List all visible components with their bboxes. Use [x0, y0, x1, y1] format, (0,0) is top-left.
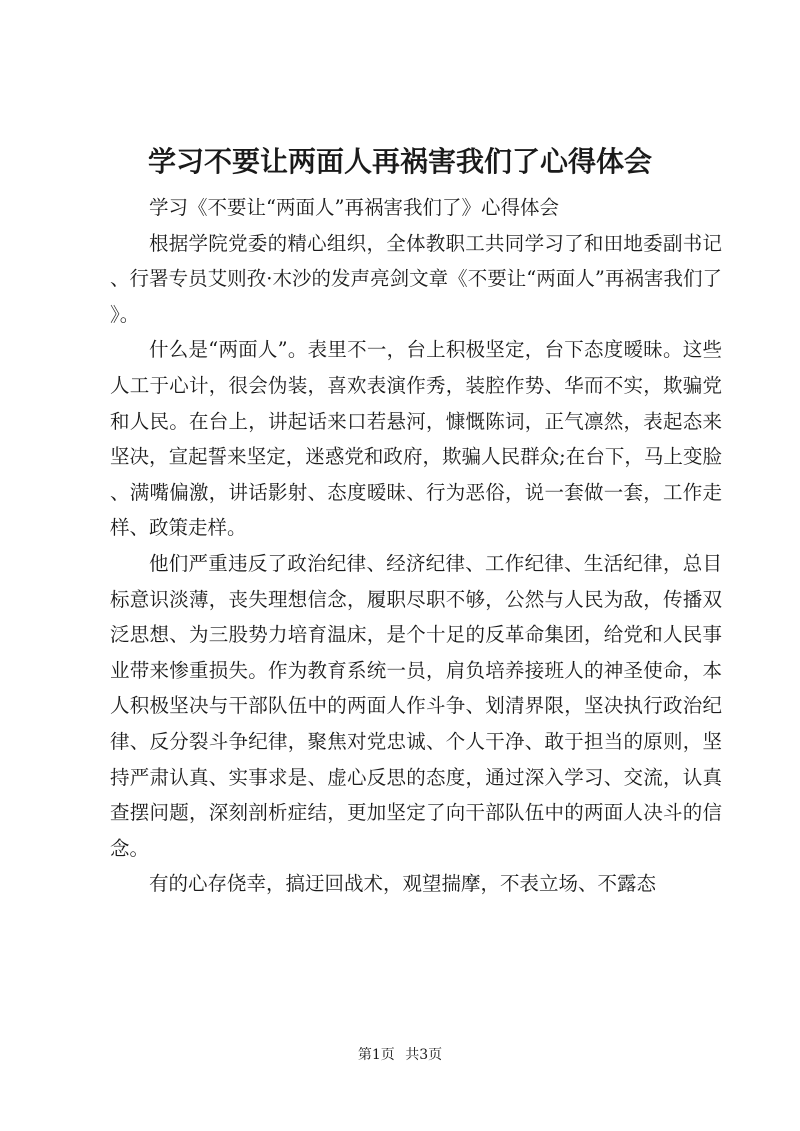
paragraph-violations: 他们严重违反了政治纪律、经济纪律、工作纪律、生活纪律，总目标意识淡薄，丧失理想信念，履职尽职不够，公然与人民为敌，传播双泛思想、为三股势力培育温床，是个十足的反革命集团，给党和人民事业带来惨重损失。作为教育系统一员，肩负培养接班人的神圣使命，本人积极坚决与干部队伍中的两面人作斗争、划清界限，坚决执行政治纪律、反分裂斗争纪律，聚焦对党忠诚、个人干净、敢于担当的原则，坚持严肃认真、实事求是、虚心反思的态度，通过深入学习、交流，认真查摆问题，深刻剖析症结，更加坚定了向干部队伍中的两面人决斗的信念。	[110, 551, 722, 860]
page-footer	[0, 1045, 800, 1065]
paragraph-definition: 什么是“两面人”。表里不一，台上积极坚定，台下态度暧昧。这些人工于心计，很会伪装，喜欢表演作秀，装腔作势、华而不实，欺骗党和人民。在台上，讲起话来口若悬河，慷慨陈词，正气凛然，表起态来坚决，宣起誓来坚定，迷惑党和政府，欺骗人民群众;在台下，马上变脸、满嘴偏激，讲话影射、态度暧昧、行为恶俗，说一套做一套，工作走样、政策走样。	[110, 338, 722, 540]
paragraph-intro: 根据学院党委的精心组织，全体教职工共同学习了和田地委副书记、行署专员艾则孜·木沙的发声亮剑文章《不要让“两面人”再祸害我们了》。	[110, 231, 722, 326]
page-total: 共3页	[405, 1047, 443, 1063]
page-number: 第1页	[357, 1047, 395, 1063]
paragraph-continued: 有的心存侥幸，搞迂回战术，观望揣摩，不表立场、不露态	[149, 872, 657, 896]
page-title: 学习不要让两面人再祸害我们了心得体会	[147, 145, 652, 178]
document-body	[110, 190, 722, 902]
document-subtitle: 学习《不要让“两面人”再祸害我们了》心得体会	[149, 196, 559, 219]
